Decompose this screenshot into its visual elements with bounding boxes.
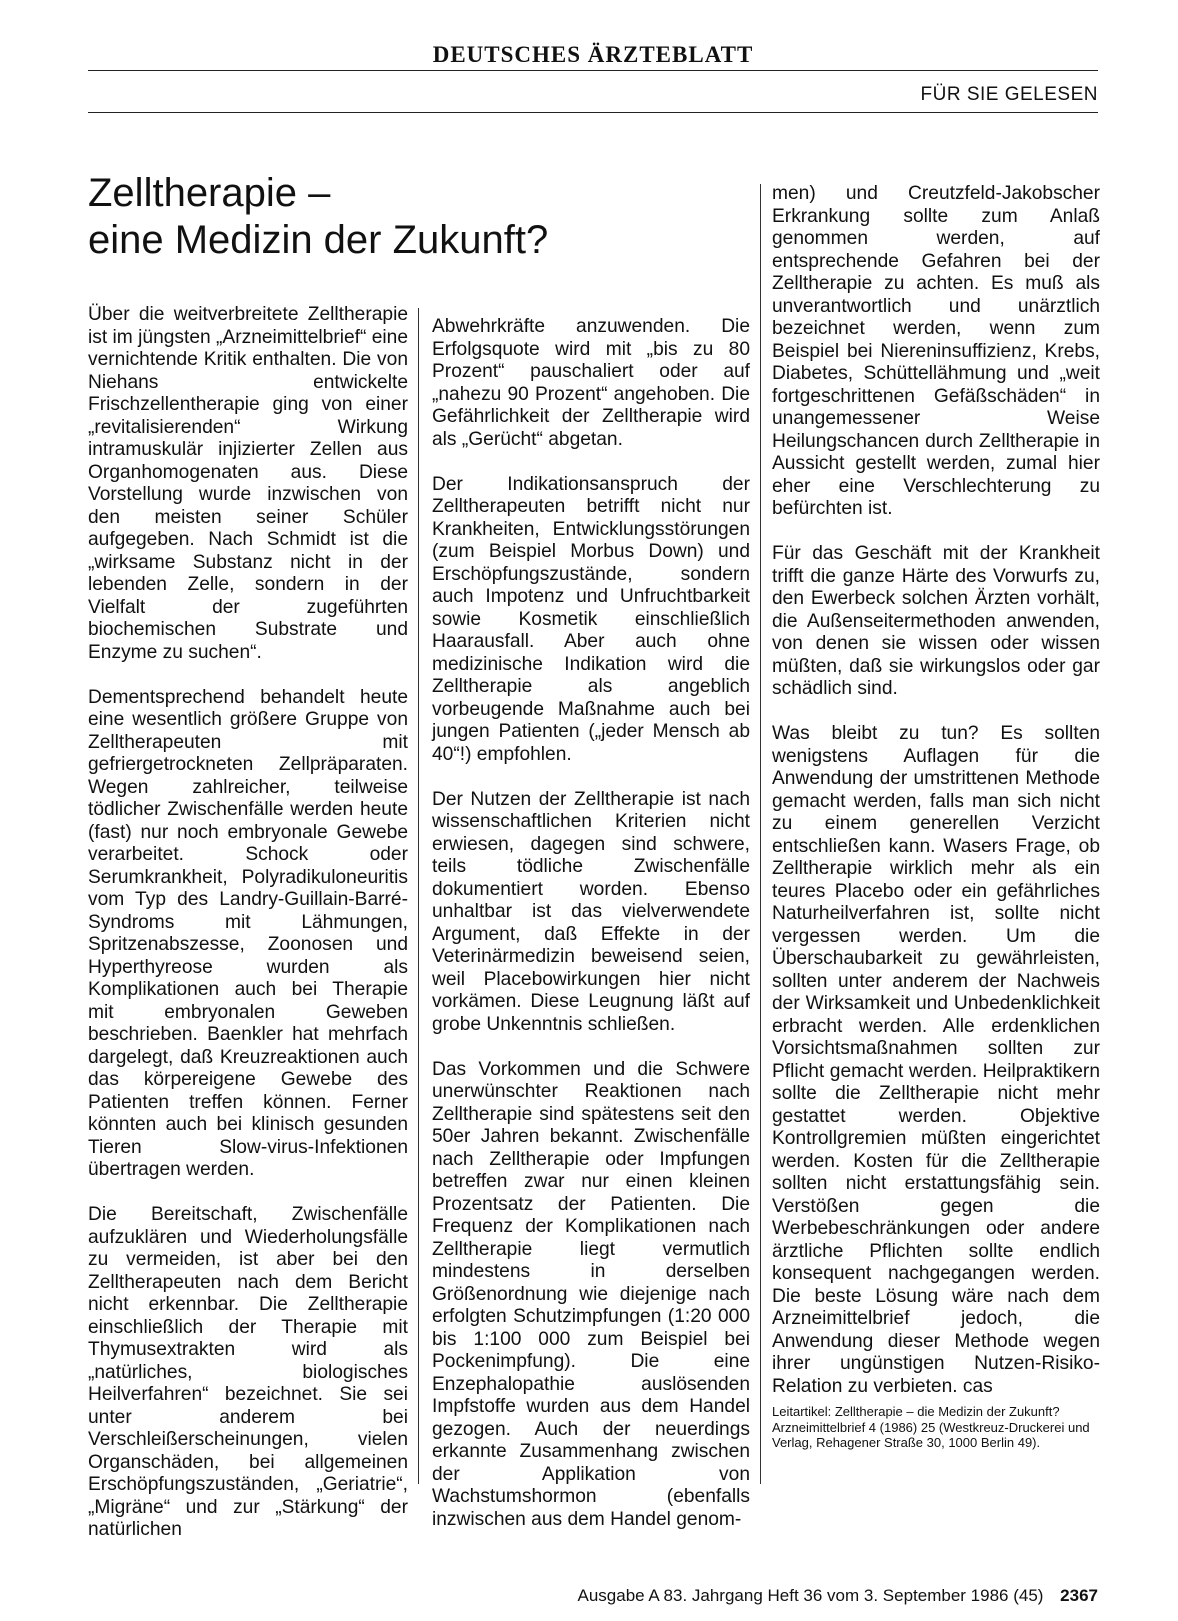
paragraph: Was bleibt zu tun? Es sollten wenigstens Auflagen für die Anwendung der umstrittenen Methode gemacht werden, falls man sich nicht zu einem generellen Verzicht entschließen kann. Wasers Frage, ob Zelltherapie wirklich mehr als ein teures Placebo oder ein gefährliches Naturheilverfahren ist, sollte nicht vergessen werden. Um die Überschaubarkeit zu gewährleisten, sollten unter anderem der Nachweis der Wirksamkeit und Unbedenklichkeit erbracht werden. Alle erdenklichen Vorsichtsmaßnahmen sollten zur Pflicht gemacht werden. Heilpraktikern sollte die Zelltherapie nicht mehr gestattet werden. Objektive Kontrollgremien müßten eingerichtet werden. Kosten für die Zelltherapie sollten nicht erstattungsfähig sein. Verstößen gegen die Werbebeschränkungen oder andere ärztliche Pflichten sollte endlich konsequent nachgegangen werden. Die beste Lösung wäre nach dem Arzneimittelbrief jedoch, die Anwendung dieser Methode wegen ihrer ungünstigen Nutzen-Risiko-Relation zu verbieten. cas [772,723,1100,1397]
masthead: DEUTSCHES ÄRZTEBLATT [432,42,754,67]
column-divider [418,308,419,1484]
column-1 [88,304,408,1564]
header-rule-top [88,70,1098,71]
article-title-line1: Zelltherapie – [88,171,331,215]
column-2 [432,316,750,1554]
paragraph: Dementsprechend behandelt heute eine wesentlich größere Gruppe von Zelltherapeuten mit gefriergetrockneten Zellpräparaten. Wegen zahlreicher, teilweise tödlicher Zwischenfälle werden heute (fast) nur noch embryonale Gewebe verarbeitet. Schock oder Serumkrankheit, Polyradikuloneuritis vom Typ des Landry-Guillain-Barré-Syndroms mit Lähmungen, Spritzenabszesse, Zoonosen und Hyperthyreose wurden als Komplikationen auch bei Therapie mit embryonalen Geweben beschrieben. Baenkler hat mehrfach dargelegt, daß Kreuzreaktionen auch das körpereigene Gewebe des Patienten treffen können. Ferner könnten auch bei klinisch gesunden Tieren Slow-virus-Infektionen übertragen werden. [88,686,408,1180]
paragraph: Der Nutzen der Zelltherapie ist nach wissenschaftlichen Kriterien nicht erwiesen, dagegen sind schwere, teils tödliche Zwischenfälle dokumentiert worden. Ebenso unhaltbar ist das vielverwendete Argument, daß Effekte in der Veterinärmedizin beweisend seien, weil Placebowirkungen hier nicht vorkämen. Diese Leugnung läßt auf grobe Unkenntnis schließen. [432,788,750,1035]
paragraph: Der Indikationsanspruch der Zelltherapeuten betrifft nicht nur Krankheiten, Entwicklungsstörungen (zum Beispiel Morbus Down) und Erschöpfungszustände, sondern auch Impotenz und Unfruchtbarkeit sowie Kosmetik einschließlich Haarausfall. Aber auch ohne medizinische Indikation wird die Zelltherapie als angeblich vorbeugende Maßnahme auch bei jungen Patienten („jeder Mensch ab 40“!) empfohlen. [432,473,750,765]
citation: Leitartikel: Zelltherapie – die Medizin der Zukunft? Arzneimittelbrief 4 (1986) 25 (Westkreuz-Druckerei und Verlag, Rehagener Straße 30, 1000 Berlin 49). [772,1404,1090,1450]
column-3 [772,183,1100,1451]
header-rule-bottom [88,112,1098,113]
paragraph: Die Bereitschaft, Zwischenfälle aufzuklären und Wiederholungsfälle zu vermeiden, ist aber bei den Zelltherapeuten nach dem Bericht nicht erkennbar. Die Zelltherapie einschließlich der Therapie mit Thymusextrakten wird als „natürliches, biologisches Heilverfahren“ bezeichnet. Sie sei unter anderem bei Verschleißerscheinungen, vielen Organschäden, bei allgemeinen Erschöpfungszuständen, „Geriatrie“, „Migräne“ und zur „Stärkung“ der natürlichen [88,1204,408,1540]
column-divider [760,184,761,1484]
paragraph: Über die weitverbreitete Zelltherapie ist im jüngsten „Arzneimittelbrief“ eine vernichtende Kritik enthalten. Die von Niehans entwickelte Frischzellentherapie ging von einer „revitalisierenden“ Wirkung intramuskulär injizierter Zellen aus Organhomogenaten aus. Diese Vorstellung wurde inzwischen von den meisten seiner Schüler aufgegeben. Nach Schmidt ist die „wirksame Substanz nicht in der lebenden Zelle, sondern in der Vielfalt der zugeführten biochemischen Substrate und Enzyme zu suchen“. [88,304,408,663]
paragraph: Abwehrkräfte anzuwenden. Die Erfolgsquote wird mit „bis zu 80 Prozent“ pauschaliert oder auf „nahezu 90 Prozent“ angehoben. Die Gefährlichkeit der Zelltherapie wird als „Gerücht“ abgetan. [432,316,750,450]
paragraph: Für das Geschäft mit der Krankheit trifft die ganze Härte des Vorwurfs zu, den Ewerbeck solchen Ärzten vorhält, die Außenseitermethoden anwenden, von denen sie wissen oder wissen müßten, daß sie wirkungslos oder gar schädlich sind. [772,543,1100,699]
page-number: 2367 [1060,1586,1098,1605]
page-footer [88,1586,1098,1606]
issue-info: Ausgabe A 83. Jahrgang Heft 36 vom 3. September 1986 (45) [577,1586,1044,1605]
paragraph: men) und Creutzfeld-Jakobscher Erkrankung sollte zum Anlaß genommen werden, auf entsprechende Gefahren bei der Zelltherapie zu achten. Es muß als unverantwortlich und unärztlich bezeichnet werden, wenn zum Beispiel bei Niereninsuffizienz, Krebs, Diabetes, Schüttellähmung und „weit fortgeschrittenen Gefäßschäden“ in unangemessener Weise Heilungschancen durch Zelltherapie in Aussicht gestellt werden, zumal hier eher eine Verschlechterung zu befürchten ist. [772,183,1100,519]
paragraph: Das Vorkommen und die Schwere unerwünschter Reaktionen nach Zelltherapie sind spätestens seit den 50er Jahren bekannt. Zwischenfälle nach Zelltherapie oder Impfungen betreffen zwar nur einen kleinen Prozentsatz der Patienten. Die Frequenz der Komplikationen nach Zelltherapie liegt vermutlich mindestens in derselben Größenordnung wie diejenige nach erfolgten Schutzimpfungen (1:20 000 bis 1:100 000 zum Beispiel bei Pockenimpfung). Die eine Enzephalopathie auslösenden Impfstoffe wurden aus dem Handel gezogen. Auch der neuerdings erkannte Zusammenhang zwischen der Applikation von Wachstumshormon (ebenfalls inzwischen aus dem Handel genom- [432,1058,750,1530]
section-label: FÜR SIE GELESEN [920,84,1098,105]
article-title [88,170,548,264]
article-title-line2: eine Medizin der Zukunft? [88,218,549,262]
